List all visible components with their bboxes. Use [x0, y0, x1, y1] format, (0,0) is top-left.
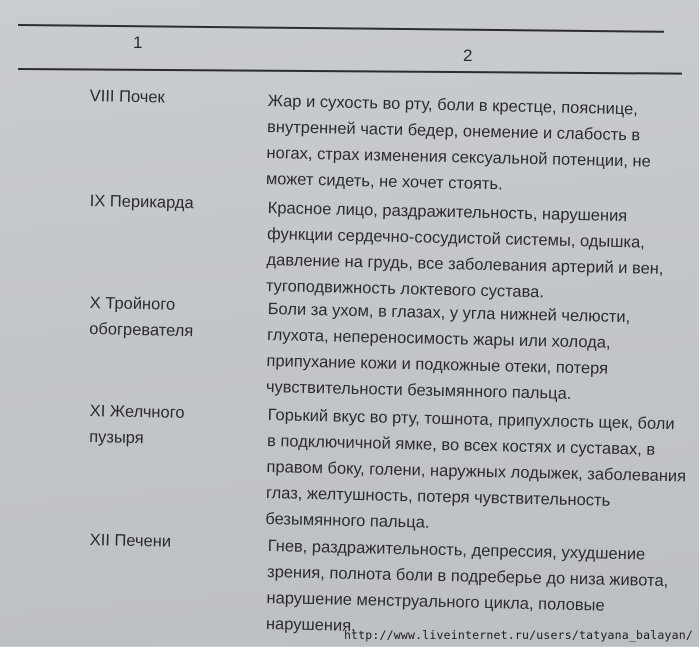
- table-row-organ: XI Желчного пузыря: [88, 401, 185, 448]
- table-header-rule: [18, 68, 682, 75]
- table-row-description: Красное лицо, раздражительность, нарушения функции сердечно-сосудистой системы, одышка, давление на грудь, все заболевания артерий и вен, тугоподвижность локтевого сустава.: [265, 198, 664, 302]
- table-row-organ: XII Печени: [89, 530, 172, 551]
- watermark-link[interactable]: http://www.liveinternet.ru/users/tatyana_balayan/: [343, 628, 693, 642]
- table-row-description: Жар и сухость во рту, боли в крестце, пояснице, внутренней части бедер, онемение и слабость в ногах, страх изменения сексуальной потенции, не может сидеть, не хочет стоять.: [265, 91, 651, 194]
- table-row-organ: IX Перикарда: [89, 191, 194, 213]
- table-row-description: Горький вкус во рту, тошнота, припухлость щек, боли в подключичной ямке, во всех костях и суставах, в правом боку, голени, наружных лодыжек, заболевания глаз, желтушность, потеря чувствительность безымянного пальца.: [265, 405, 687, 532]
- table-row-organ: VIII Почек: [89, 86, 165, 107]
- table-row-description: Гнев, раздражительность, депрессия, ухудшение зрения, полнота боли в подреберье до низа живота, нарушение менструального цикла, половые нарушения.: [265, 536, 669, 636]
- table-row-description: Боли за ухом, в глазах, у угла нижней челюсти, глухота, непереносимость жары или холода, припухание кожи и подкожные отеки, потеря чувствительности безымянного пальца.: [265, 299, 631, 403]
- column-header-1: 1: [133, 33, 143, 52]
- column-header-2: 2: [463, 46, 473, 65]
- table-top-rule: [18, 24, 664, 33]
- table-row-organ: X Тройного обогревателя: [88, 293, 194, 341]
